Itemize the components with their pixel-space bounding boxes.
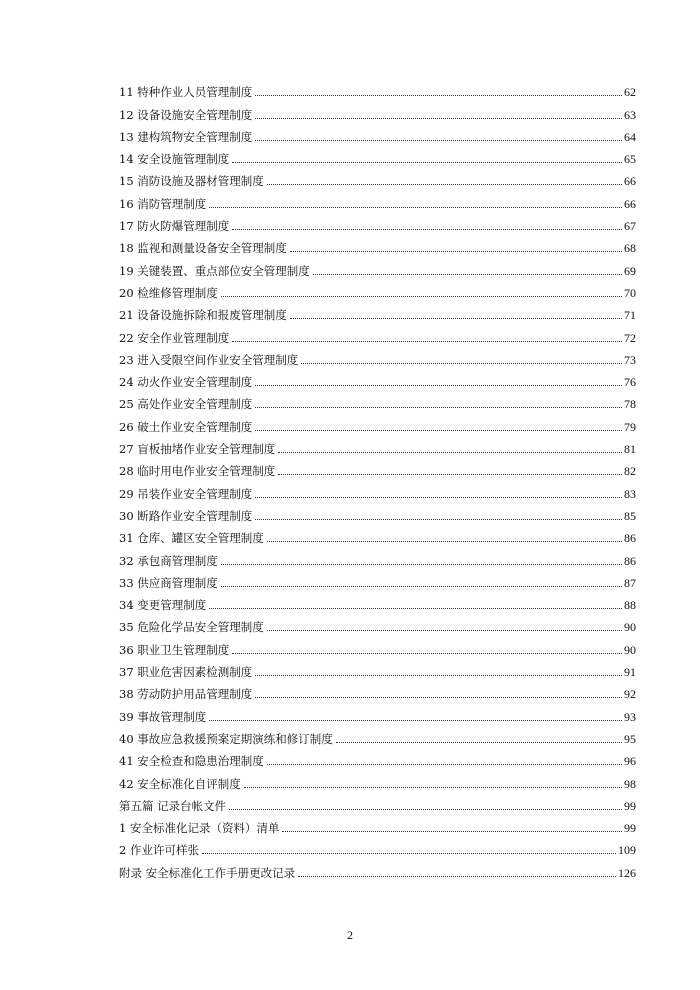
toc-entry-page: 95 <box>624 731 636 746</box>
toc-dot-leader <box>290 317 622 319</box>
toc-dot-leader <box>244 786 622 788</box>
toc-entry-page: 85 <box>624 508 636 523</box>
toc-entry-page: 92 <box>624 687 636 702</box>
toc-entry[interactable] <box>119 857 636 879</box>
toc-dot-leader <box>313 273 622 275</box>
toc-dot-leader <box>229 808 622 810</box>
toc-entry[interactable] <box>119 456 636 478</box>
toc-dot-leader <box>255 384 622 386</box>
toc-entry-page: 68 <box>624 241 636 256</box>
toc-dot-leader <box>255 429 622 431</box>
toc-entry[interactable] <box>119 679 636 701</box>
toc-entry[interactable] <box>119 701 636 723</box>
toc-entry[interactable] <box>119 211 636 233</box>
toc-entry-page: 66 <box>624 174 636 189</box>
toc-dot-leader <box>255 518 622 520</box>
toc-entry-page: 69 <box>624 263 636 278</box>
toc-entry-title: 23 进入受限空间作业安全管理制度 <box>119 352 299 367</box>
toc-dot-leader <box>301 362 622 364</box>
toc-entry[interactable] <box>119 77 636 99</box>
toc-entry-title: 30 断路作业安全管理制度 <box>119 508 253 523</box>
toc-entry[interactable] <box>119 166 636 188</box>
toc-entry-page: 76 <box>624 375 636 390</box>
toc-entry[interactable] <box>119 411 636 433</box>
toc-entry-title: 17 防火防爆管理制度 <box>119 219 230 234</box>
toc-entry-page: 65 <box>624 152 636 167</box>
toc-dot-leader <box>232 652 622 654</box>
toc-dot-leader <box>209 607 622 609</box>
toc-entry-page: 86 <box>624 531 636 546</box>
toc-dot-leader <box>209 719 622 721</box>
toc-entry-page: 87 <box>624 575 636 590</box>
toc-entry-title: 19 关键装置、重点部位安全管理制度 <box>119 263 310 278</box>
toc-dot-leader <box>282 830 622 832</box>
toc-entry-page: 109 <box>618 843 636 858</box>
toc-entry-title: 34 变更管理制度 <box>119 598 207 613</box>
toc-entry[interactable] <box>119 657 636 679</box>
toc-entry-title: 32 承包商管理制度 <box>119 553 218 568</box>
toc-entry-page: 96 <box>624 754 636 769</box>
toc-dot-leader <box>221 585 622 587</box>
toc-entry[interactable] <box>119 233 636 255</box>
toc-entry[interactable] <box>119 188 636 210</box>
toc-entry[interactable] <box>119 523 636 545</box>
toc-dot-leader <box>221 563 622 565</box>
toc-dot-leader <box>290 250 622 252</box>
page-number: 2 <box>347 928 353 942</box>
toc-dot-leader <box>255 406 622 408</box>
toc-entry[interactable] <box>119 724 636 746</box>
toc-dot-leader <box>278 451 622 453</box>
toc-entry-page: 70 <box>624 285 636 300</box>
toc-dot-leader <box>255 496 622 498</box>
toc-entry-title: 26 破土作业安全管理制度 <box>119 419 253 434</box>
toc-entry-title: 1 安全标准化记录（资料）清单 <box>119 821 280 836</box>
toc-entry[interactable] <box>119 478 636 500</box>
toc-entry[interactable] <box>119 389 636 411</box>
toc-dot-leader <box>255 94 622 96</box>
toc-entry-page: 88 <box>624 598 636 613</box>
toc-entry[interactable] <box>119 345 636 367</box>
toc-entry-title: 第五篇 记录台帐文件 <box>119 798 227 813</box>
toc-entry[interactable] <box>119 278 636 300</box>
toc-entry-title: 22 安全作业管理制度 <box>119 330 230 345</box>
toc-entry-title: 36 职业卫生管理制度 <box>119 642 230 657</box>
toc-dot-leader <box>336 741 622 743</box>
toc-dot-leader <box>255 674 622 676</box>
toc-entry-page: 99 <box>624 821 636 836</box>
toc-entry[interactable] <box>119 590 636 612</box>
toc-dot-leader <box>255 117 622 119</box>
toc-entry[interactable] <box>119 144 636 166</box>
toc-entry[interactable] <box>119 434 636 456</box>
toc-entry-page: 71 <box>624 308 636 323</box>
toc-dot-leader <box>267 763 622 765</box>
toc-entry[interactable] <box>119 255 636 277</box>
toc-entry-page: 93 <box>624 709 636 724</box>
toc-entry[interactable] <box>119 768 636 790</box>
toc-entry-page: 99 <box>624 798 636 813</box>
toc-dot-leader <box>278 473 622 475</box>
toc-entry-title: 21 设备设施拆除和报废管理制度 <box>119 308 287 323</box>
toc-entry-title: 35 危险化学品安全管理制度 <box>119 620 264 635</box>
toc-dot-leader <box>298 875 616 877</box>
toc-entry-title: 13 建构筑物安全管理制度 <box>119 129 253 144</box>
toc-entry-title: 2 作业许可样张 <box>119 843 199 858</box>
toc-entry[interactable] <box>119 813 636 835</box>
toc-entry-title: 39 事故管理制度 <box>119 709 207 724</box>
table-of-contents <box>119 77 636 880</box>
toc-entry-page: 62 <box>624 85 636 100</box>
toc-dot-leader <box>221 295 622 297</box>
toc-entry-page: 79 <box>624 419 636 434</box>
toc-entry[interactable] <box>119 612 636 634</box>
toc-entry-title: 16 消防管理制度 <box>119 196 207 211</box>
toc-entry-page: 64 <box>624 129 636 144</box>
toc-entry-page: 73 <box>624 352 636 367</box>
toc-entry-page: 98 <box>624 776 636 791</box>
toc-entry[interactable] <box>119 367 636 389</box>
toc-entry-page: 67 <box>624 219 636 234</box>
toc-entry-title: 41 安全检查和隐患治理制度 <box>119 754 264 769</box>
toc-entry-title: 38 劳动防护用品管理制度 <box>119 687 253 702</box>
toc-entry-title: 25 高处作业安全管理制度 <box>119 397 253 412</box>
toc-entry[interactable] <box>119 545 636 567</box>
toc-entry[interactable] <box>119 791 636 813</box>
toc-entry-title: 29 吊装作业安全管理制度 <box>119 486 253 501</box>
toc-entry-page: 83 <box>624 486 636 501</box>
toc-entry[interactable] <box>119 634 636 656</box>
toc-entry-title: 31 仓库、罐区安全管理制度 <box>119 531 264 546</box>
toc-entry-page: 63 <box>624 107 636 122</box>
toc-entry-page: 82 <box>624 464 636 479</box>
toc-entry-title: 40 事故应急救援预案定期演练和修订制度 <box>119 731 333 746</box>
toc-entry-title: 24 动火作业安全管理制度 <box>119 375 253 390</box>
toc-entry-title: 15 消防设施及器材管理制度 <box>119 174 264 189</box>
toc-dot-leader <box>255 139 622 141</box>
toc-dot-leader <box>232 228 622 230</box>
toc-entry-page: 126 <box>618 865 636 880</box>
toc-entry[interactable] <box>119 568 636 590</box>
toc-entry[interactable] <box>119 322 636 344</box>
toc-dot-leader <box>255 696 622 698</box>
toc-entry[interactable] <box>119 99 636 121</box>
toc-entry-title: 28 临时用电作业安全管理制度 <box>119 464 276 479</box>
toc-entry[interactable] <box>119 835 636 857</box>
toc-entry-title: 18 监视和测量设备安全管理制度 <box>119 241 287 256</box>
toc-entry-page: 66 <box>624 196 636 211</box>
toc-entry[interactable] <box>119 501 636 523</box>
toc-entry-page: 72 <box>624 330 636 345</box>
toc-entry-page: 81 <box>624 442 636 457</box>
toc-entry-title: 附录 安全标准化工作手册更改记录 <box>119 865 296 880</box>
toc-dot-leader <box>267 540 622 542</box>
toc-entry-title: 33 供应商管理制度 <box>119 575 218 590</box>
toc-dot-leader <box>202 852 616 854</box>
toc-entry-page: 78 <box>624 397 636 412</box>
toc-entry-page: 91 <box>624 665 636 680</box>
toc-entry-title: 37 职业危害因素检测制度 <box>119 665 253 680</box>
toc-dot-leader <box>232 340 622 342</box>
toc-entry-title: 12 设备设施安全管理制度 <box>119 107 253 122</box>
toc-dot-leader <box>267 183 622 185</box>
toc-entry-page: 90 <box>624 642 636 657</box>
toc-entry[interactable] <box>119 300 636 322</box>
toc-entry-title: 42 安全标准化自评制度 <box>119 776 241 791</box>
toc-entry-page: 86 <box>624 553 636 568</box>
toc-entry[interactable] <box>119 746 636 768</box>
toc-entry-title: 11 特种作业人员管理制度 <box>119 85 253 100</box>
toc-entry-title: 27 盲板抽堵作业安全管理制度 <box>119 442 276 457</box>
toc-dot-leader <box>209 206 622 208</box>
toc-entry[interactable] <box>119 122 636 144</box>
toc-dot-leader <box>267 629 622 631</box>
toc-dot-leader <box>232 161 622 163</box>
toc-entry-title: 20 检维修管理制度 <box>119 285 218 300</box>
toc-entry-page: 90 <box>624 620 636 635</box>
toc-entry-title: 14 安全设施管理制度 <box>119 152 230 167</box>
